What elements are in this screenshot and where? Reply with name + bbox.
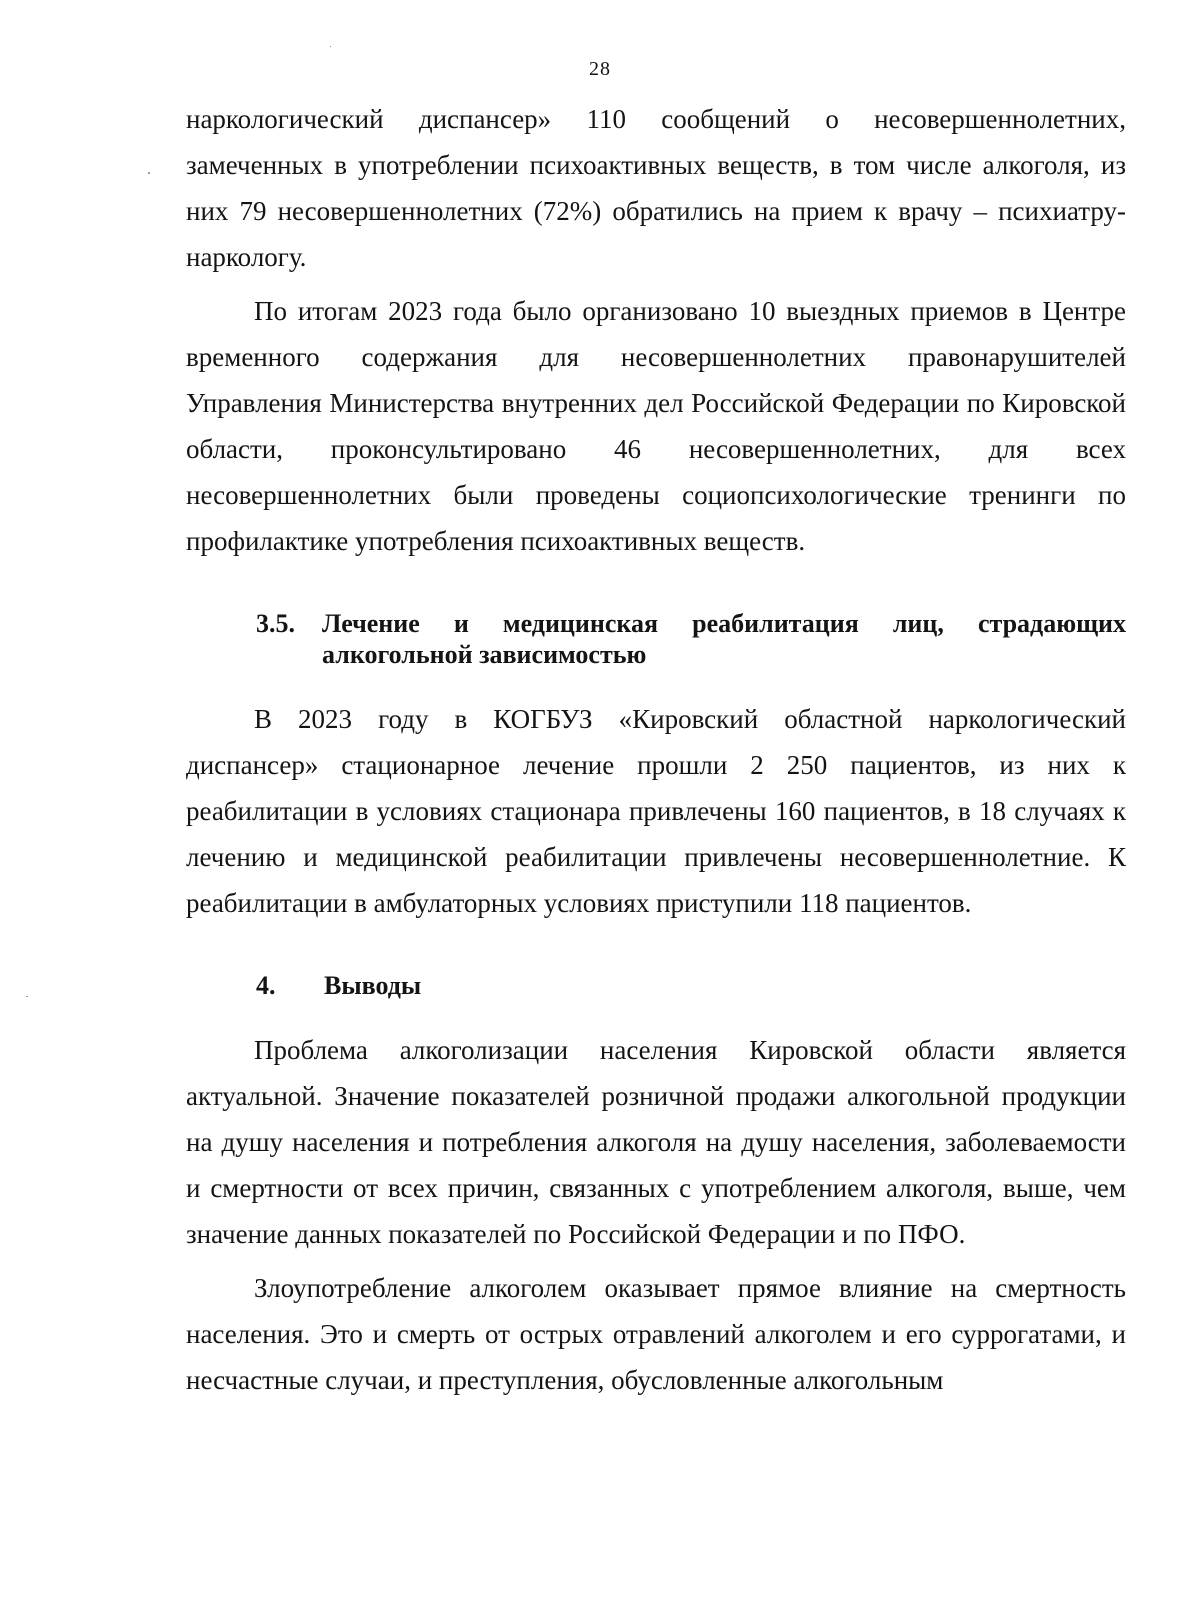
section-title: Лечение и медицинская реабилитация лиц, страдающих алкогольной зависимостью bbox=[322, 609, 1126, 669]
scan-mark bbox=[148, 172, 150, 174]
scan-mark bbox=[330, 46, 331, 47]
page-number: 28 bbox=[589, 58, 611, 80]
paragraph-treatment: В 2023 году в КОГБУЗ «Кировский областной наркологический диспансер» стационарное лечение прошли 2 250 пациентов, из них к реабилитации в условиях стационара привлечены 160 пациентов, в 18 случаях к лечению и медицинской реабилитации привлечены несовершеннолетние. К реабилитации в амбулаторных условиях приступили 118 пациентов. bbox=[186, 704, 1126, 918]
section-heading-4 bbox=[186, 970, 1126, 1001]
paragraph-exit-receptions: По итогам 2023 года было организовано 10 выездных приемов в Центре временного содержания для несовершеннолетних правонарушителей Управления Министерства внутренних дел Российской Федерации по Кировской области, проконсультировано 46 несовершеннолетних, для всех несовершеннолетних были проведены социопсихологические тренинги по профилактике употребления психоактивных веществ. bbox=[186, 296, 1126, 556]
paragraph-conclusions: Проблема алкоголизации населения Кировской области является актуальной. Значение показателей розничной продажи алкогольной продукции на душу населения и потребления алкоголя на душу населения, заболеваемости и смертности от всех причин, связанных с употреблением алкоголя, выше, чем значение данных показателей по Российской Федерации и по ПФО. bbox=[186, 1035, 1126, 1249]
paragraph-mortality: Злоупотребление алкоголем оказывает прямое влияние на смертность населения. Это и смерть от острых отравлений алкоголем и его суррогатами, и несчастные случаи, и преступления, обусловленные алкогольным bbox=[186, 1273, 1126, 1395]
paragraph-continuation: наркологический диспансер» 110 сообщений о несовершеннолетних, замеченных в употреблении психоактивных веществ, в том числе алкоголя, из них 79 несовершеннолетних (72%) обратились на прием к врачу – психиатру-наркологу. bbox=[186, 104, 1126, 272]
scan-mark bbox=[26, 996, 28, 997]
section-heading-3-5 bbox=[186, 608, 1126, 670]
section-number: 4. bbox=[256, 971, 276, 1000]
document-body bbox=[186, 96, 1126, 1411]
section-title: Выводы bbox=[324, 971, 422, 1000]
section-number: 3.5. bbox=[256, 609, 295, 638]
